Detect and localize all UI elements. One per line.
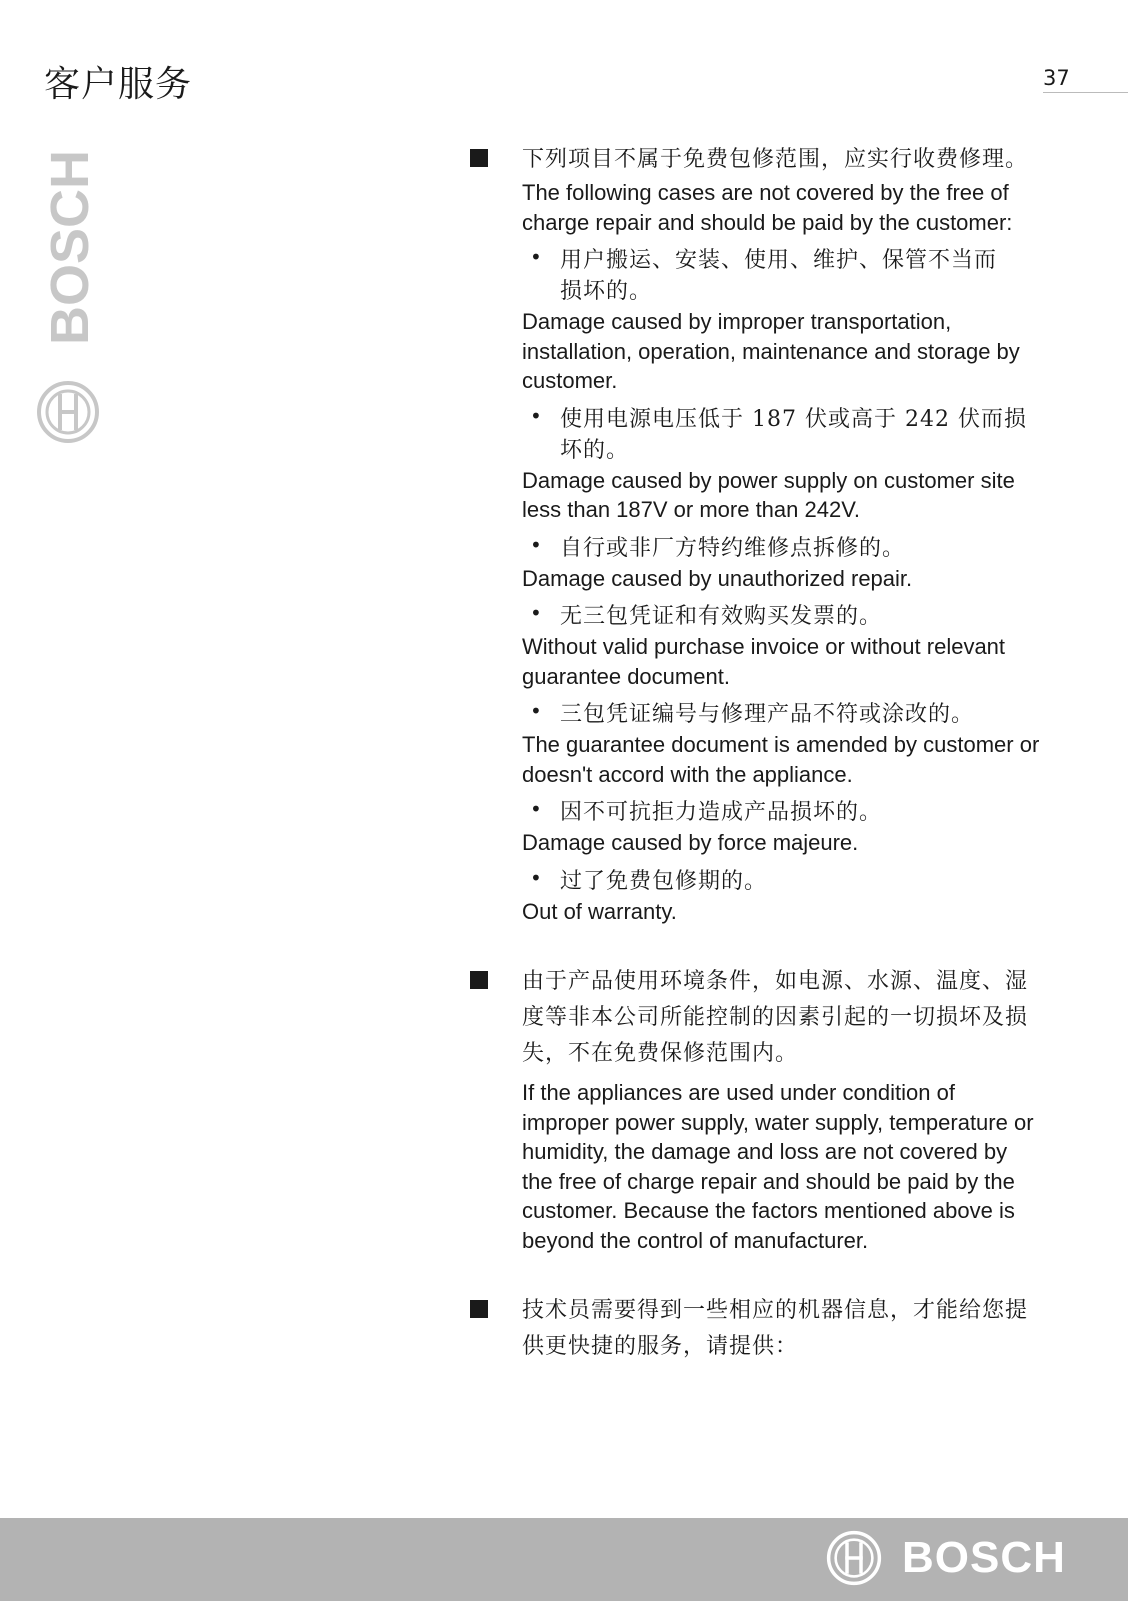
item-en: Damage caused by power supply on customer site less than 187V or more than 242V. [522, 467, 1015, 522]
page-title: 客户服务 [44, 64, 193, 105]
exclusion-list [522, 245, 1040, 926]
square-bullet-icon [470, 971, 488, 989]
content-column [470, 142, 1040, 1403]
footer-brand-wordmark: BOSCH [902, 1533, 1066, 1582]
square-bullet-icon [470, 1300, 488, 1318]
section-environment [470, 964, 1040, 1255]
list-item [522, 699, 1040, 789]
list-item [522, 245, 1040, 396]
bullet-icon: • [530, 699, 542, 723]
item-zh: 自行或非厂方特约维修点拆修的。 [560, 535, 906, 561]
page-number: 37 [1043, 66, 1070, 90]
bullet-icon: • [530, 245, 542, 269]
bullet-icon: • [530, 601, 542, 625]
list-item [522, 866, 1040, 927]
bullet-icon: • [530, 532, 542, 557]
bullet-icon: • [530, 865, 542, 890]
item-en: Out of warranty. [522, 898, 677, 924]
section-exclusions [470, 142, 1040, 926]
item-zh: 三包凭证编号与修理产品不符或涂改的。 [560, 702, 975, 727]
item-en: Damage caused by force majeure. [522, 830, 859, 855]
bullet-icon: • [530, 403, 542, 428]
section-heading-zh: 下列项目不属于免费包修范围，应实行收费修理。 [522, 147, 1029, 172]
bosch-armature-icon [826, 1530, 882, 1586]
section-body-en: If the appliances are used under condition of improper power supply, water supply, temperature or humidity, the damage and loss are not covered by the free of charge repair and should be paid by the customer. Because the factors mentioned above is beyond the control of manufacturer. [522, 1080, 1034, 1253]
item-en: Without valid purchase invoice or without relevant guarantee document. [522, 634, 1006, 689]
list-item [522, 404, 1040, 525]
item-zh-cont: 损坏的。 [560, 279, 653, 304]
list-item [522, 797, 1040, 858]
square-bullet-icon [470, 149, 488, 167]
item-zh: 用户搬运、安装、使用、维护、保管不当而 [560, 248, 998, 273]
page-number-rule [1043, 92, 1128, 93]
bullet-icon: • [530, 797, 542, 821]
item-en: Damage caused by unauthorized repair. [522, 565, 913, 591]
item-zh-cont: 坏的。 [560, 437, 630, 463]
section-heading-zh: 由于产品使用环境条件，如电源、水源、温度、湿度等非本公司所能控制的因素引起的一切损坏及损失，不在免费保修范围内。 [522, 969, 1029, 1066]
item-zh: 使用电源电压低于 187 伏或高于 242 伏而损 [560, 406, 1027, 432]
section-heading-en: The following cases are not covered by the free of charge repair and should be paid by the customer: [522, 180, 1013, 235]
item-zh: 无三包凭证和有效购买发票的。 [560, 604, 883, 629]
item-zh: 因不可抗拒力造成产品损坏的。 [560, 800, 883, 825]
side-brand-wordmark [40, 140, 100, 350]
item-zh: 过了免费包修期的。 [560, 868, 768, 894]
item-en: Damage caused by improper transportation, installation, operation, maintenance and storage by customer. [522, 309, 1020, 393]
section-machine-info [470, 1293, 1040, 1365]
list-item [522, 601, 1040, 691]
list-item [522, 533, 1040, 594]
section-heading-zh: 技术员需要得到一些相应的机器信息，才能给您提供更快捷的服务，请提供： [522, 1298, 1029, 1359]
side-brand-text: BOSCH [40, 149, 100, 345]
item-en: The guarantee document is amended by customer or doesn't accord with the appliance. [522, 732, 1040, 787]
bosch-armature-icon [36, 380, 100, 444]
